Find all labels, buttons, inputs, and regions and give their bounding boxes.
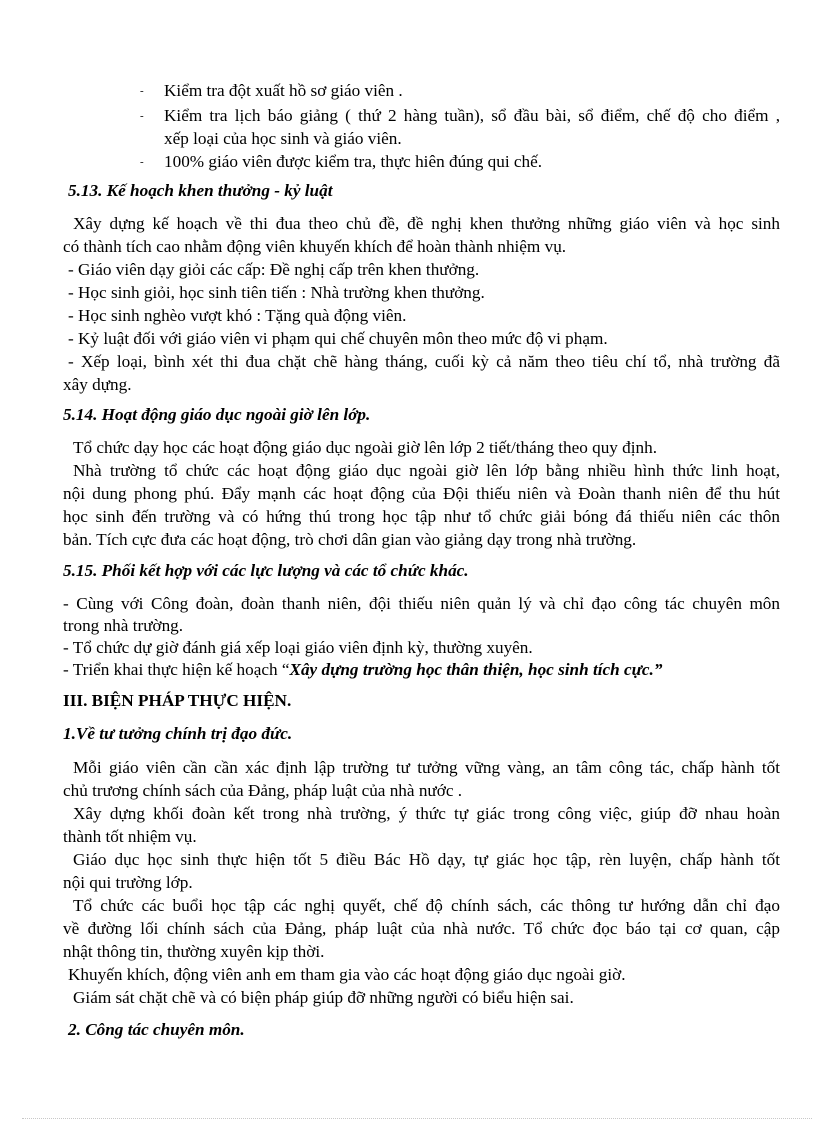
campaign-title-emphasis: Xây dựng trường học thân thiện, học sinh tích cực.” bbox=[289, 660, 663, 679]
section-heading-5-13: 5.13. Kế hoạch khen thưởng - kỷ luật bbox=[68, 181, 333, 200]
paragraph-line: nội qui trường lớp. bbox=[63, 873, 193, 892]
bullet-item: Kiểm tra lịch báo giảng ( thứ 2 hàng tuần), sổ đầu bài, sổ điểm, chế độ cho điểm , bbox=[164, 106, 780, 125]
list-line-continuation: trong nhà trường. bbox=[63, 616, 184, 635]
paragraph-line: Xây dựng khối đoàn kết trong nhà trường, ý thức tự giác trong công việc, giúp đỡ nhau hoàn bbox=[73, 804, 780, 823]
list-line: - Cùng với Công đoàn, đoàn thanh niên, đội thiếu niên quản lý và chỉ đạo công tác chuyên môn bbox=[63, 594, 780, 613]
section-heading-5-15: 5.15. Phối kết hợp với các lực lượng và các tổ chức khác. bbox=[63, 561, 469, 580]
paragraph-line: Xây dựng kế hoạch về thi đua theo chủ đề, đề nghị khen thưởng những giáo viên và học sinh bbox=[73, 214, 780, 233]
list-line bbox=[63, 659, 662, 681]
paragraph-line: Giáo dục học sinh thực hiện tốt 5 điều Bác Hồ dạy, tự giác học tập, rèn luyện, chấp hành tốt bbox=[73, 850, 780, 869]
paragraph-line: học sinh đến trường và có hứng thú trong học tập như tổ chức giải bóng đá thiếu niên các thôn bbox=[63, 507, 780, 526]
list-line-continuation: xây dựng. bbox=[63, 375, 132, 394]
bullet-item-continuation: xếp loại của học sinh và giáo viên. bbox=[164, 129, 402, 148]
list-line: - Học sinh giỏi, học sinh tiên tiến : Nhà trường khen thưởng. bbox=[68, 283, 485, 302]
paragraph-line: Mỗi giáo viên cần cần xác định lập trường tư tưởng vững vàng, an tâm công tác, chấp hành tốt bbox=[73, 758, 780, 777]
paragraph-line: bản. Tích cực đưa các hoạt động, trò chơi dân gian vào giảng dạy trong nhà trường. bbox=[63, 530, 637, 549]
paragraph-line: Tổ chức các buổi học tập các nghị quyết, chế độ chính sách, các thông tư hướng dẫn chỉ đạo bbox=[73, 896, 780, 915]
paragraph-line: thành tốt nhiệm vụ. bbox=[63, 827, 197, 846]
page-bottom-divider bbox=[22, 1118, 812, 1119]
bullet-marker: - bbox=[140, 110, 144, 122]
paragraph-line: về đường lối chính sách của Đảng, pháp luật của nhà nước. Tổ chức đọc báo tại cơ quan, cập bbox=[63, 919, 780, 938]
subsection-heading-1: 1.Về tư tưởng chính trị đạo đức. bbox=[63, 724, 293, 743]
bullet-marker: - bbox=[140, 85, 144, 97]
paragraph-line: chủ trương chính sách của Đảng, pháp luật của nhà nước . bbox=[63, 781, 463, 800]
bullet-marker: - bbox=[140, 156, 144, 168]
paragraph-line: Khuyến khích, động viên anh em tham gia vào các hoạt động giáo dục ngoài giờ. bbox=[68, 965, 626, 984]
list-line: - Kỷ luật đối với giáo viên vi phạm qui chế chuyên môn theo mức độ vi phạm. bbox=[68, 329, 608, 348]
paragraph-line: Giám sát chặt chẽ và có biện pháp giúp đỡ những người có biểu hiện sai. bbox=[73, 988, 574, 1007]
list-line: - Học sinh nghèo vượt khó : Tặng quà động viên. bbox=[68, 306, 407, 325]
paragraph-line: nội dung phong phú. Đẩy mạnh các hoạt động của Đội thiếu niên và Đoàn thanh niên để thu hút bbox=[63, 484, 780, 503]
bullet-item: 100% giáo viên được kiểm tra, thực hiên đúng qui chế. bbox=[164, 152, 543, 171]
paragraph-line: Nhà trường tổ chức các hoạt động giáo dục ngoài giờ lên lớp bằng nhiều hình thức linh hoạt, bbox=[73, 461, 780, 480]
section-heading-5-14: 5.14. Hoạt động giáo dục ngoài giờ lên lớp. bbox=[63, 405, 371, 424]
paragraph-line: Tổ chức dạy học các hoạt động giáo dục ngoài giờ lên lớp 2 tiết/tháng theo quy định. bbox=[73, 438, 658, 457]
list-line: - Tổ chức dự giờ đánh giá xếp loại giáo viên định kỳ, thường xuyên. bbox=[63, 638, 533, 657]
chapter-heading-III: III. BIỆN PHÁP THỰC HIỆN. bbox=[63, 691, 292, 710]
paragraph-line: nhật thông tin, thường xuyên kịp thời. bbox=[63, 942, 325, 961]
bullet-item: Kiểm tra đột xuất hồ sơ giáo viên . bbox=[164, 81, 403, 100]
subsection-heading-2: 2. Công tác chuyên môn. bbox=[68, 1020, 245, 1039]
list-line: - Giáo viên dạy giỏi các cấp: Đề nghị cấp trên khen thưởng. bbox=[68, 260, 480, 279]
list-line: - Xếp loại, bình xét thi đua chặt chẽ hàng tháng, cuối kỳ cả năm theo tiêu chí tổ, nhà trường đã bbox=[68, 352, 780, 371]
list-line-text: - Triển khai thực hiện kế hoạch “ bbox=[63, 660, 290, 679]
paragraph-line: có thành tích cao nhằm động viên khuyến khích để hoàn thành nhiệm vụ. bbox=[63, 237, 567, 256]
